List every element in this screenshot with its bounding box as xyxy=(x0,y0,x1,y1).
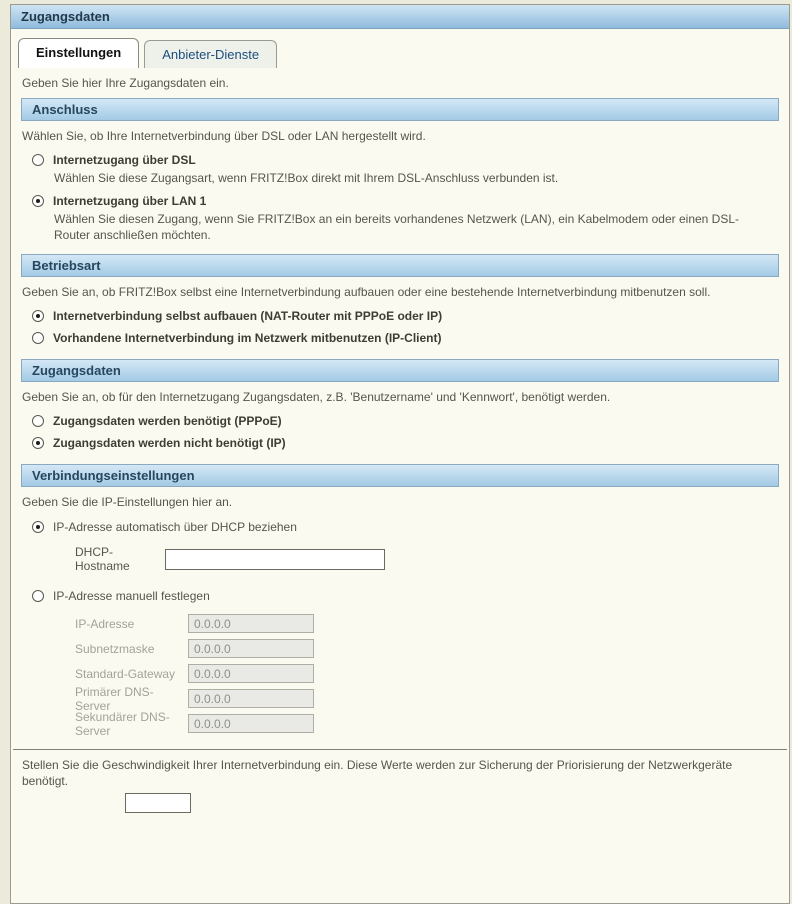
radio-icon-unchecked[interactable] xyxy=(32,332,44,344)
radio-ip-client[interactable] xyxy=(32,331,778,346)
manual-field-row xyxy=(75,639,789,658)
speed-note: Stellen Sie die Geschwindigkeit Ihrer Internetverbindung ein. Diese Werte werden zur Sicherung der Priorisierung der Netzwerkgeräte benötigt. xyxy=(22,758,733,788)
primaerer-dns-label: Primärer DNS-Server xyxy=(75,684,154,713)
section-header-verbindungseinstellungen xyxy=(21,464,779,487)
manual-field-row xyxy=(75,664,789,683)
downstream-speed-input[interactable] xyxy=(125,793,191,813)
radio-label[interactable]: Vorhandene Internetverbindung im Netzwerk mitbenutzen (IP-Client) xyxy=(53,331,442,345)
radio-internetzugang-dsl[interactable] xyxy=(32,153,778,168)
radio-dhcp-automatisch[interactable] xyxy=(32,520,778,535)
radio-label[interactable]: Zugangsdaten werden benötigt (PPPoE) xyxy=(53,414,282,428)
tab-einstellungen-label: Einstellungen xyxy=(36,45,122,60)
section-header-anschluss xyxy=(21,98,779,121)
radio-lan1-description: Wählen Sie diesen Zugang, wenn Sie FRITZ!Box an ein bereits vorhandenes Netzwerk (LAN), ein Kabelmodem oder einen DSL-Router anschließen möchten. xyxy=(54,212,740,242)
betriebsart-description: Geben Sie an, ob FRITZ!Box selbst eine Internetverbindung aufbauen oder eine bestehende Internetverbindung mitbenutzen soll. xyxy=(22,285,711,299)
section-title: Zugangsdaten xyxy=(32,363,121,378)
radio-icon-unchecked[interactable] xyxy=(32,590,44,602)
dhcp-hostname-row xyxy=(75,545,789,573)
intro-text: Geben Sie hier Ihre Zugangsdaten ein. xyxy=(22,76,229,90)
radio-nat-router[interactable] xyxy=(32,309,778,324)
primaerer-dns-input xyxy=(188,689,314,708)
page-title: Zugangsdaten xyxy=(21,9,110,24)
tab-bar xyxy=(11,38,789,68)
ip-adresse-label: IP-Adresse xyxy=(75,616,135,631)
zugangsdaten-panel xyxy=(10,4,790,904)
radio-label[interactable]: IP-Adresse automatisch über DHCP beziehen xyxy=(53,520,297,534)
page-title-bar xyxy=(11,5,789,29)
tab-einstellungen[interactable] xyxy=(18,38,139,68)
radio-internetzugang-lan1[interactable] xyxy=(32,194,778,209)
tab-anbieter-dienste-label: Anbieter-Dienste xyxy=(162,47,260,62)
radio-icon-checked[interactable] xyxy=(32,195,44,207)
standard-gateway-label: Standard-Gateway xyxy=(75,666,176,681)
radio-icon-unchecked[interactable] xyxy=(32,154,44,166)
section-header-zugangsdaten xyxy=(21,359,779,382)
dhcp-hostname-input[interactable] xyxy=(165,549,385,570)
radio-ip-manuell[interactable] xyxy=(32,589,778,604)
standard-gateway-input xyxy=(188,664,314,683)
manual-field-row xyxy=(75,709,789,738)
section-title: Anschluss xyxy=(32,102,98,117)
dhcp-hostname-label: DHCP-Hostname xyxy=(75,545,130,573)
radio-dsl-description: Wählen Sie diese Zugangsart, wenn FRITZ!Box direkt mit Ihrem DSL-Anschluss verbunden ist. xyxy=(54,171,559,185)
section-header-betriebsart xyxy=(21,254,779,277)
radio-icon-checked[interactable] xyxy=(32,437,44,449)
radio-icon-checked[interactable] xyxy=(32,310,44,322)
radio-ip-nicht-benoetigt[interactable] xyxy=(32,436,778,451)
tab-anbieter-dienste[interactable] xyxy=(144,40,277,68)
verbindung-description: Geben Sie die IP-Einstellungen hier an. xyxy=(22,495,233,509)
subnetzmaske-input xyxy=(188,639,314,658)
anschluss-description: Wählen Sie, ob Ihre Internetverbindung über DSL oder LAN hergestellt wird. xyxy=(22,129,426,143)
section-title: Betriebsart xyxy=(32,258,101,273)
subnetzmaske-label: Subnetzmaske xyxy=(75,641,155,656)
sekundaerer-dns-label: Sekundärer DNS-Server xyxy=(75,709,170,738)
radio-label[interactable]: Internetzugang über LAN 1 xyxy=(53,194,207,208)
ip-adresse-input xyxy=(188,614,314,633)
radio-label[interactable]: Internetzugang über DSL xyxy=(53,153,196,167)
manual-field-row xyxy=(75,684,789,713)
radio-icon-checked[interactable] xyxy=(32,521,44,533)
section-divider xyxy=(13,749,787,750)
radio-label[interactable]: Zugangsdaten werden nicht benötigt (IP) xyxy=(53,436,286,450)
zugangsdaten-description: Geben Sie an, ob für den Internetzugang Zugangsdaten, z.B. 'Benutzername' und 'Kennwort', benötigt werden. xyxy=(22,390,611,404)
manual-field-row xyxy=(75,614,789,633)
radio-label[interactable]: Internetverbindung selbst aufbauen (NAT-Router mit PPPoE oder IP) xyxy=(53,309,443,323)
radio-icon-unchecked[interactable] xyxy=(32,415,44,427)
sekundaerer-dns-input xyxy=(188,714,314,733)
section-title: Verbindungseinstellungen xyxy=(32,468,195,483)
radio-pppoe-benoetigt[interactable] xyxy=(32,414,778,429)
radio-label[interactable]: IP-Adresse manuell festlegen xyxy=(53,589,210,603)
